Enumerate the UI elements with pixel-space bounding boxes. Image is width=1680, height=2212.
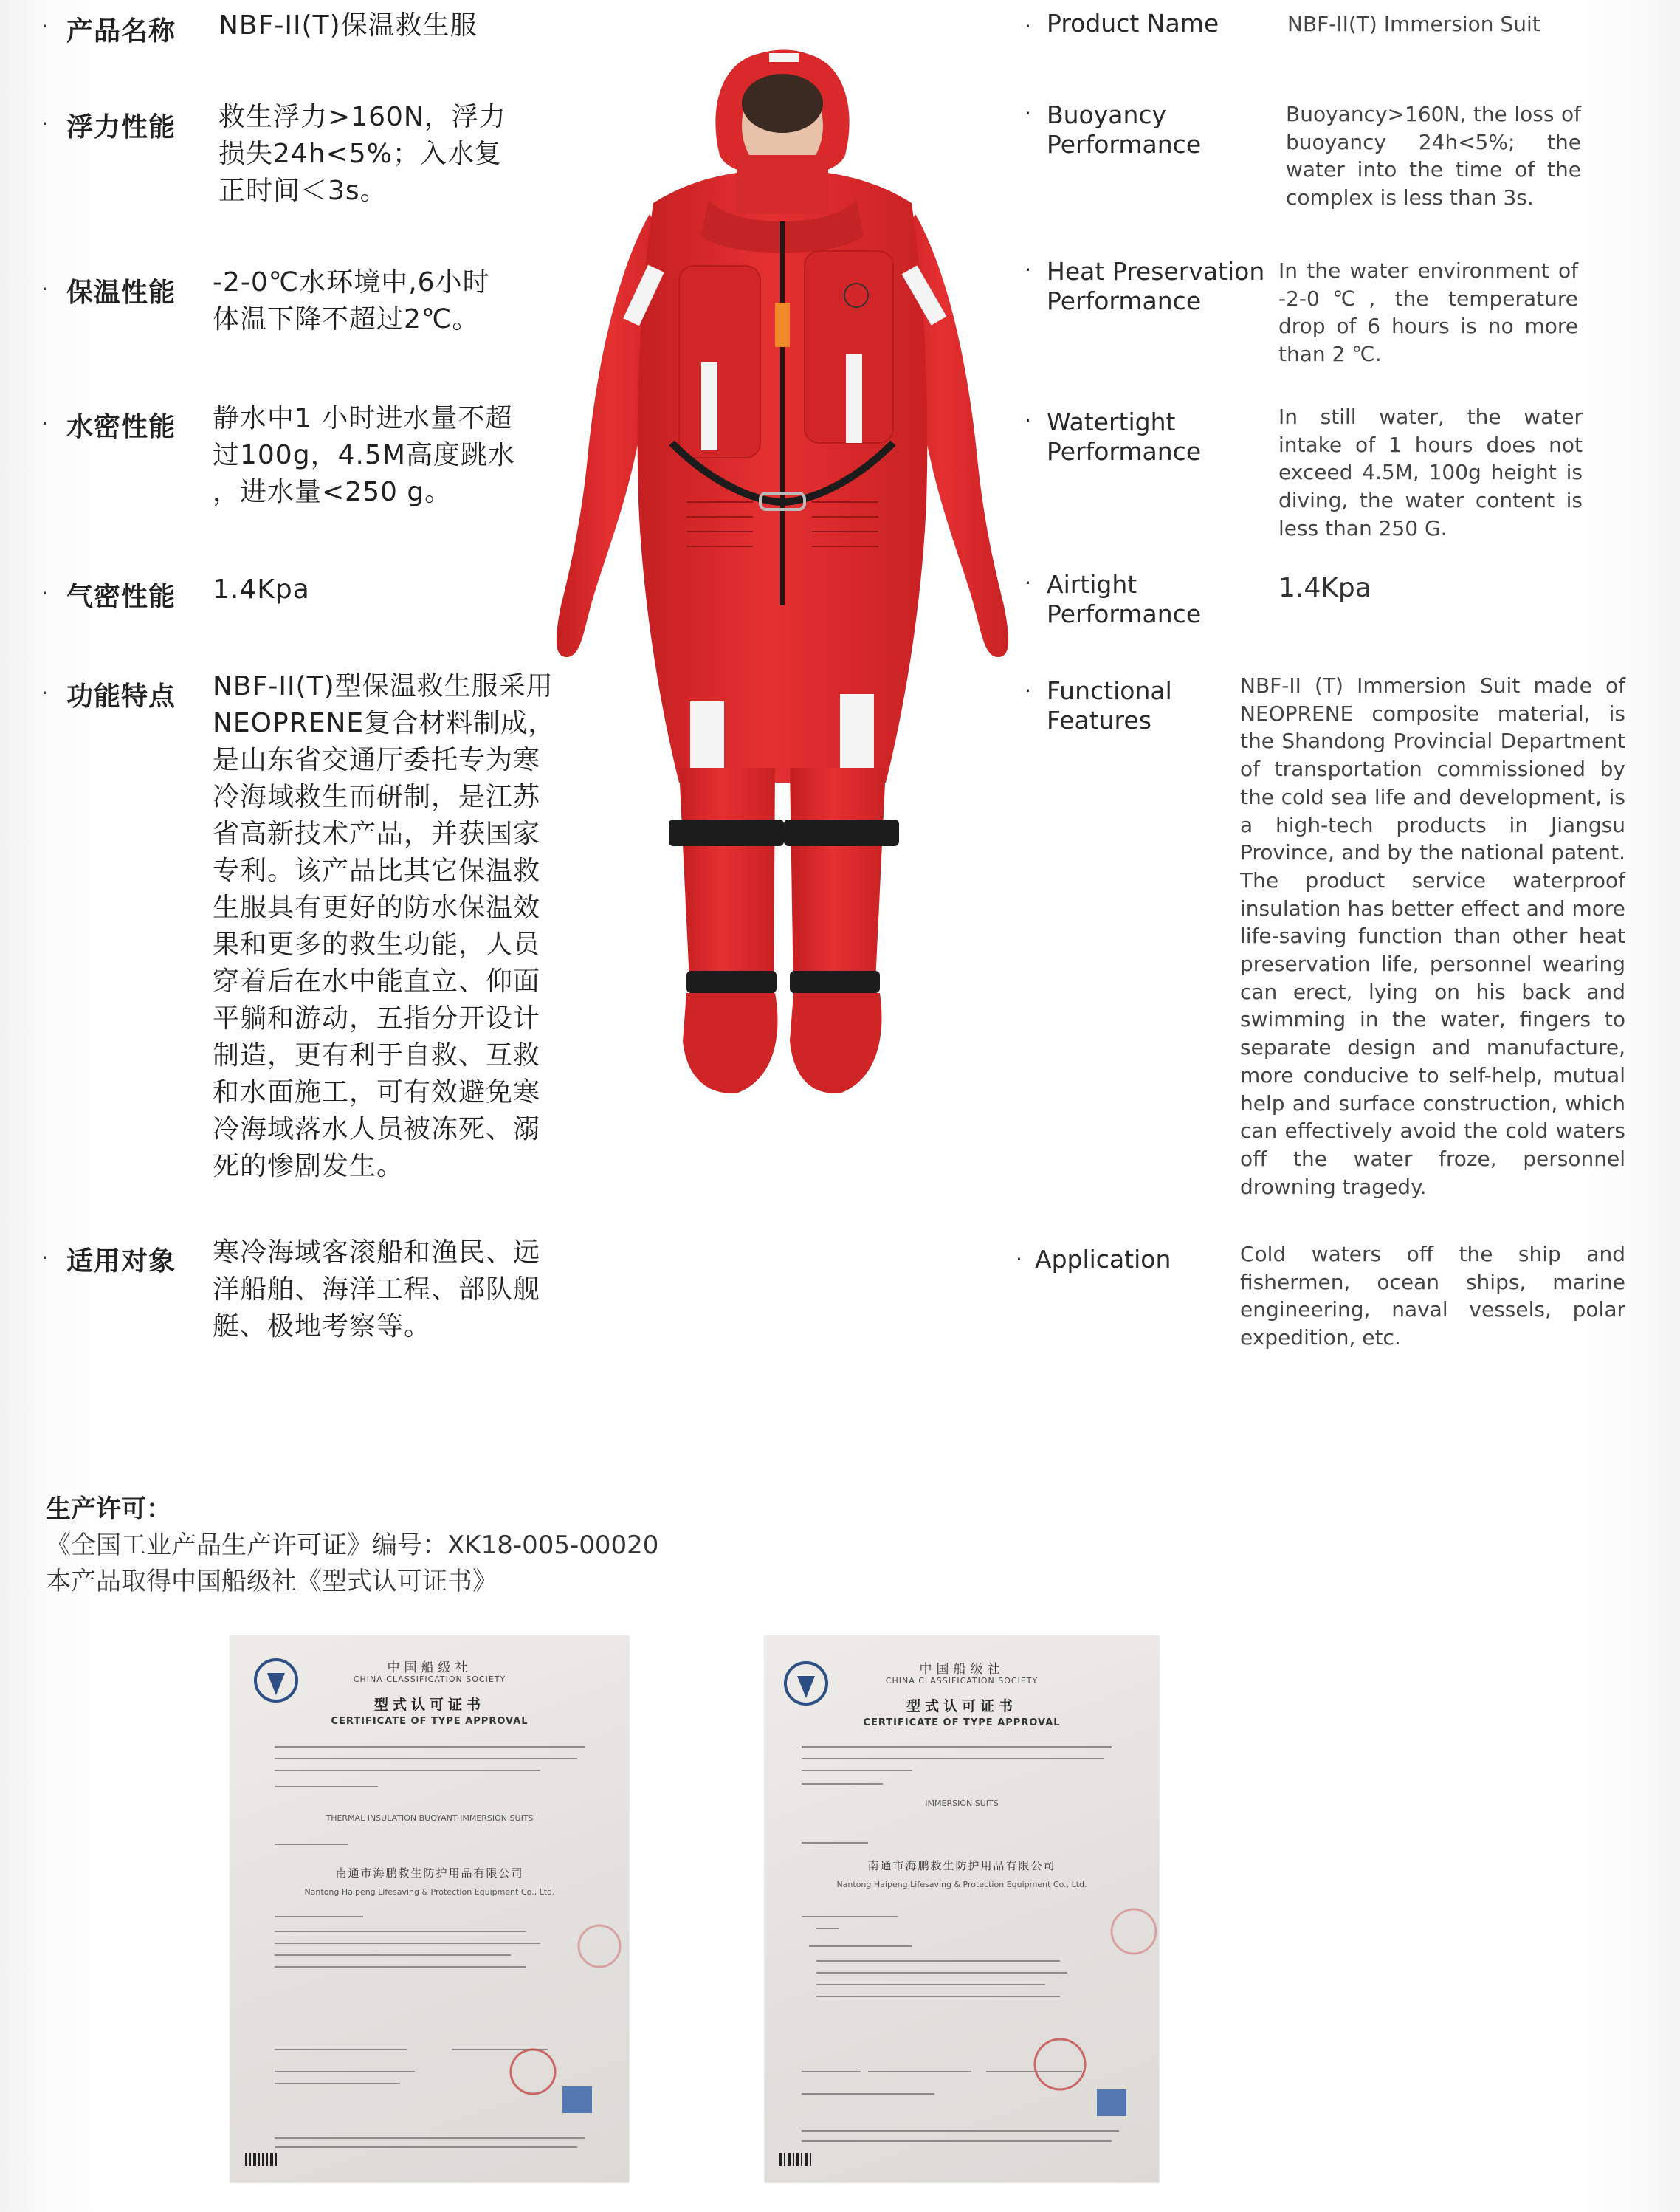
en-label-buoyancy: Buoyancy Performance	[1047, 100, 1202, 159]
bullet-icon: ·	[1025, 408, 1031, 433]
cert-manufacturer-en: Nantong Haipeng Lifesaving & Protection Equipment Co., Ltd.	[836, 1880, 1087, 1889]
en-value-features: NBF-II (T) Immersion Suit made of NEOPRENE composite material, is the Shandong Provincial Department of transportation commissioned by the cold sea life and development, is a high-tech products in Jiangsu Province, and by the national patent. The product service waterproof insulation has better effect and more life-saving function than other heat preservation life, personnel wearing can erect, lying on his back and swimming in the water, fingers to separate design and manufacture, more conducive to self-help, mutual help and surface construction, which can effectively avoid the cold waters off the water froze, personnel drowning tragedy.	[1240, 673, 1625, 1199]
bullet-icon: ·	[1025, 101, 1031, 126]
permit-license-number: 《全国工业产品生产许可证》编号：XK18-005-00020	[46, 1531, 659, 1560]
en-label-product-name: Product Name	[1047, 9, 1219, 38]
cn-label-buoyancy: 浮力性能	[66, 112, 176, 142]
bullet-icon: ·	[41, 1246, 48, 1270]
permit-type-approval: 本产品取得中国船级社《型式认可证书》	[46, 1567, 498, 1596]
cn-label-heat: 保温性能	[66, 278, 176, 308]
bullet-icon: ·	[41, 14, 48, 38]
cert-society-cn: 中国船级社	[387, 1660, 472, 1675]
bullet-icon: ·	[1025, 258, 1031, 282]
en-value-heat: In the water environment of -2-0℃, the temperature drop of 6 hours is no more than 2 ℃.	[1278, 258, 1578, 367]
bullet-icon: ·	[1025, 14, 1031, 38]
en-value-airtight: 1.4Kpa	[1278, 573, 1371, 603]
bullet-icon: ·	[1016, 1247, 1022, 1271]
production-permit	[46, 1491, 932, 1600]
en-label-airtight: Airtight Performance	[1047, 570, 1202, 628]
cert-title-en: CERTIFICATE OF TYPE APPROVAL	[863, 1717, 1061, 1728]
cn-label-features: 功能特点	[66, 681, 176, 712]
certificate-1	[230, 1636, 629, 2182]
cn-value-airtight: 1.4Kpa	[213, 574, 310, 605]
bullet-icon: ·	[41, 277, 48, 301]
cn-label-airtight: 气密性能	[66, 582, 176, 612]
cn-value-watertight: 静水中1 小时进水量不超 过100g，4.5M高度跳水 ，进水量<250 g。	[213, 403, 515, 507]
bullet-icon: ·	[41, 411, 48, 436]
immersion-suit-image	[539, 44, 1026, 1107]
en-value-buoyancy: Buoyancy>160N, the loss of buoyancy 24h<5%; the water into the time of the complex is less than 3s.	[1286, 102, 1581, 210]
cn-value-product-name: NBF-II(T)保温救生服	[218, 10, 478, 41]
cn-label-watertight: 水密性能	[66, 412, 176, 442]
en-label-heat: Heat Preservation Performance	[1047, 257, 1265, 315]
en-value-application: Cold waters off the ship and fishermen, ocean ships, marine engineering, naval vessels, polar expedition, etc.	[1240, 1242, 1625, 1350]
en-value-product-name: NBF-II(T) Immersion Suit	[1287, 12, 1540, 36]
cert-title-en: CERTIFICATE OF TYPE APPROVAL	[331, 1716, 529, 1727]
bullet-icon: ·	[41, 581, 48, 605]
en-value-watertight: In still water, the water intake of 1 hours does not exceed 4.5M, 100g height is diving, the water content is less than 250 G.	[1278, 405, 1583, 540]
cn-value-application: 寒冷海域客滚船和渔民、远 洋船舶、海洋工程、部队舰 艇、极地考察等。	[213, 1237, 541, 1342]
cert-manufacturer-en: Nantong Haipeng Lifesaving & Protection Equipment Co., Ltd.	[304, 1887, 555, 1897]
en-label-features: Functional Features	[1047, 676, 1172, 735]
bullet-icon: ·	[1025, 679, 1031, 703]
bullet-icon: ·	[1025, 571, 1031, 595]
en-label-application: Application	[1035, 1245, 1171, 1274]
cert-manufacturer-cn: 南通市海鹏救生防护用品有限公司	[335, 1866, 524, 1880]
cert-product: IMMERSION SUITS	[925, 1799, 999, 1808]
cert-title-cn: 型式认可证书	[373, 1697, 485, 1713]
bullet-icon: ·	[41, 681, 48, 705]
cn-value-buoyancy: 救生浮力>160N，浮力 损失24h<5%；入水复 正时间＜3s。	[218, 102, 506, 206]
cn-value-features: NBF-II(T)型保温救生服采用 NEOPRENE复合材料制成， 是山东省交通厅委托专为寒 冷海域救生而研制，是江苏 省高新技术产品，并获国家 专利。该产品比其它保温救 生服具有更好的防水保温效 果和更多的救生功能，人员 穿着后在水中能直立、仰面 平躺和游动，五指分开设计 制造，更有利于自救、互救 和水面施工，可有效避免寒 冷海域落水人员被冻死、溺 死的惨剧发生。	[213, 671, 556, 1181]
cn-label-product-name: 产品名称	[66, 16, 176, 47]
bullet-icon: ·	[41, 111, 48, 136]
cert-product: THERMAL INSULATION BUOYANT IMMERSION SUITS	[326, 1813, 534, 1823]
cn-label-application: 适用对象	[66, 1246, 176, 1277]
cert-manufacturer-cn: 南通市海鹏救生防护用品有限公司	[867, 1859, 1056, 1872]
cert-title-cn: 型式认可证书	[906, 1698, 1017, 1714]
en-label-watertight: Watertight Performance	[1047, 408, 1202, 466]
cn-value-heat: -2-0℃水环境中,6小时 体温下降不超过2℃。	[213, 267, 490, 334]
cert-society-en: CHINA CLASSIFICATION SOCIETY	[885, 1676, 1039, 1686]
certificate-2	[765, 1636, 1159, 2182]
cert-society-cn: 中国船级社	[919, 1662, 1005, 1677]
cert-society-en: CHINA CLASSIFICATION SOCIETY	[353, 1675, 506, 1684]
permit-title: 生产许可：	[46, 1494, 171, 1524]
